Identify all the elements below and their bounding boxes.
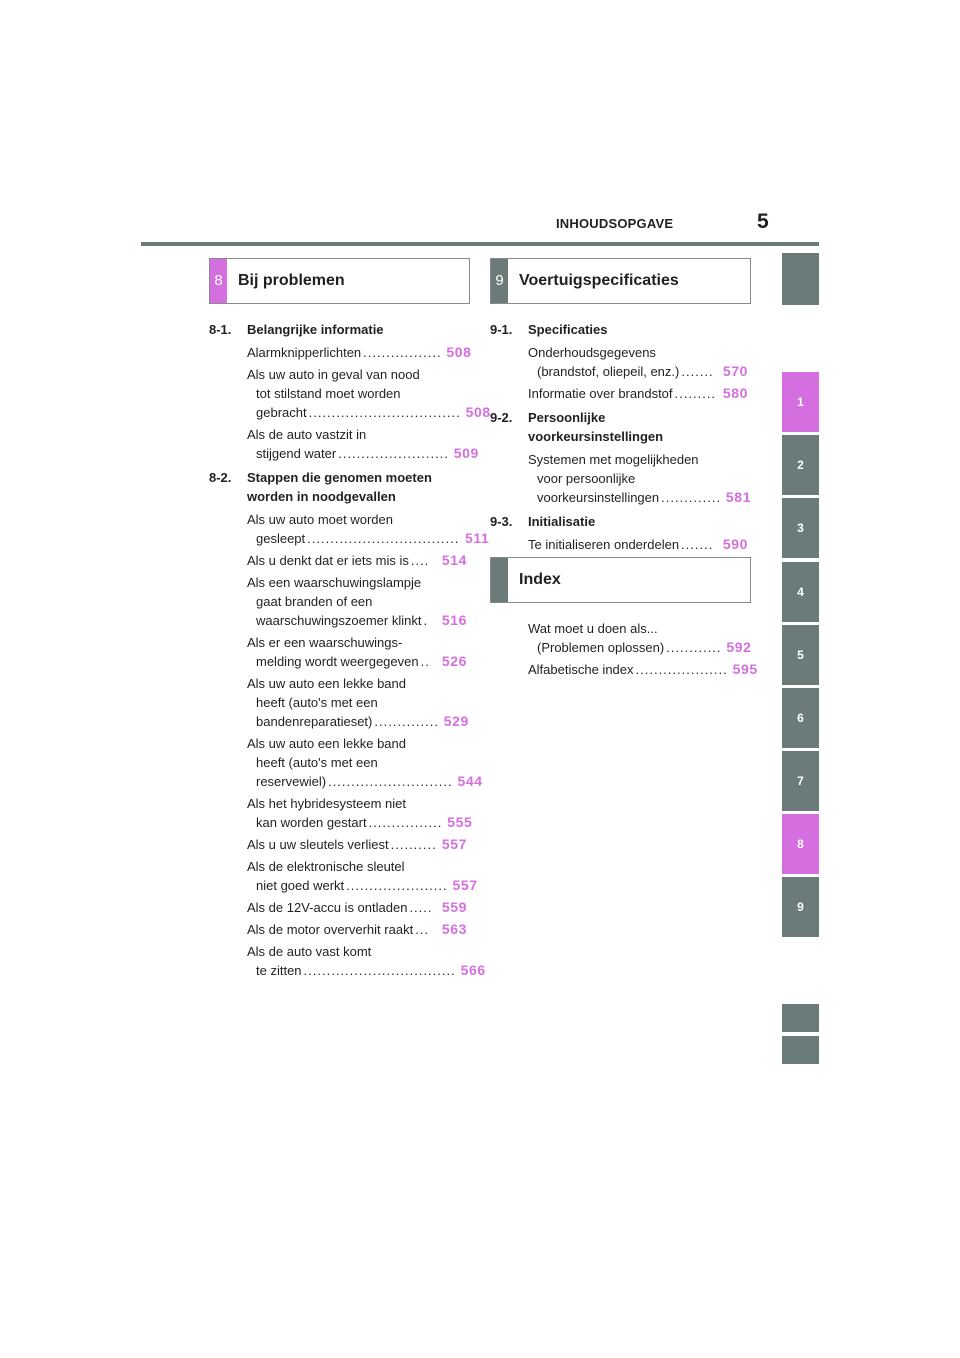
toc-group xyxy=(490,320,748,403)
chapter-tab-8[interactable]: 8 xyxy=(782,814,819,874)
toc-entry-row xyxy=(247,529,490,548)
toc-entry-text: Als de elektronische sleutel xyxy=(247,859,405,874)
page-ref-link[interactable]: 559 xyxy=(441,899,467,915)
dot-leader: .................... xyxy=(635,662,728,677)
toc-group-title-text: Belangrijke informatie xyxy=(247,322,384,337)
page-ref-link[interactable]: 557 xyxy=(452,877,478,893)
toc-entry-text: Onderhoudsgegevens xyxy=(528,345,656,360)
toc-entry-row xyxy=(528,362,748,381)
toc-entry[interactable] xyxy=(209,365,491,422)
toc-entry-row xyxy=(247,551,467,570)
toc-entry-row xyxy=(247,712,467,731)
chapter-tab-9[interactable]: 9 xyxy=(782,877,819,937)
page-ref-link[interactable]: 580 xyxy=(722,385,748,401)
section-8-tab: 8 xyxy=(210,259,227,303)
toc-group-title[interactable] xyxy=(490,408,748,446)
toc-entry-text: (brandstof, oliepeil, enz.) xyxy=(537,364,680,379)
section-9-box xyxy=(490,258,751,304)
toc-entry-text: Alfabetische index xyxy=(528,662,634,677)
toc-entry[interactable] xyxy=(209,573,467,630)
header-title: INHOUDSOPGAVE xyxy=(556,216,674,231)
toc-group-title[interactable] xyxy=(490,512,748,531)
page-ref-link[interactable]: 526 xyxy=(441,653,467,669)
toc-entry-text: voor persoonlijke xyxy=(537,471,636,486)
toc-entry-text: Als het hybridesysteem niet xyxy=(247,796,406,811)
toc-entry[interactable] xyxy=(209,425,479,463)
toc-entry-text: Systemen met mogelijkheden xyxy=(528,452,699,467)
page-ref-link[interactable]: 590 xyxy=(722,536,748,552)
section-9-title: Voertuigspecificaties xyxy=(519,272,679,289)
toc-entry-text: gebracht xyxy=(256,405,307,420)
toc-entry-text: Als de 12V-accu is ontladen xyxy=(247,900,408,915)
toc-entry-text: stijgend water xyxy=(256,446,337,461)
page-ref-link[interactable]: 544 xyxy=(457,773,483,789)
page-ref-link[interactable]: 592 xyxy=(726,639,752,655)
header-rule xyxy=(141,242,819,246)
toc-entry-text: Als uw auto een lekke band xyxy=(247,736,406,751)
toc-entry[interactable] xyxy=(490,450,752,507)
toc-entry-text: Als u uw sleutels verliest xyxy=(247,837,389,852)
toc-entry-text: Als er een waarschuwings- xyxy=(247,635,403,650)
chapter-tab-blank[interactable] xyxy=(782,253,819,305)
toc-entry-text: Als de auto vast komt xyxy=(247,944,372,959)
page-number: 5 xyxy=(757,210,769,233)
dot-leader: ............. xyxy=(661,490,722,505)
section-index-title: Index xyxy=(519,571,561,588)
toc-left-column xyxy=(209,320,491,985)
toc-entry-row xyxy=(247,343,472,362)
section-index-box xyxy=(490,557,751,603)
toc-group-title-text: Stappen die genomen moeten xyxy=(247,470,432,485)
toc-group-title[interactable] xyxy=(490,320,748,339)
toc-group xyxy=(490,512,748,554)
toc-entry-row xyxy=(247,961,486,980)
dot-leader: . xyxy=(423,613,429,628)
toc-entry-text: Als uw auto een lekke band xyxy=(247,676,406,691)
toc-entry[interactable] xyxy=(209,835,467,854)
toc-entry-text: Als uw auto in geval van nood xyxy=(247,367,420,382)
toc-entry[interactable] xyxy=(209,898,467,917)
toc-entry[interactable] xyxy=(209,920,467,939)
toc-entry-text: Als u denkt dat er iets mis is xyxy=(247,553,409,568)
toc-entry-text: heeft (auto's met een xyxy=(256,695,378,710)
toc-group-title-text: Initialisatie xyxy=(528,514,596,529)
page-ref-link[interactable]: 566 xyxy=(460,962,486,978)
dot-leader: ............ xyxy=(666,640,722,655)
toc-entry-text: voorkeursinstellingen xyxy=(537,490,660,505)
page-ref-link[interactable]: 508 xyxy=(465,404,491,420)
dot-leader: ................ xyxy=(368,815,443,830)
toc-entry-row xyxy=(247,772,483,791)
dot-leader: ......... xyxy=(674,386,717,401)
chapter-tab-4[interactable]: 4 xyxy=(782,562,819,622)
dot-leader: .......... xyxy=(390,837,437,852)
toc-entry-text: tot stilstand moet worden xyxy=(256,386,401,401)
toc-entry-text: Wat moet u doen als... xyxy=(528,621,658,636)
toc-group-title-text: worden in noodgevallen xyxy=(247,489,396,504)
toc-entry[interactable] xyxy=(209,857,478,895)
page-ref-link[interactable]: 570 xyxy=(722,363,748,379)
dot-leader: .... xyxy=(410,553,430,568)
toc-entry[interactable] xyxy=(209,734,483,791)
dot-leader: ....... xyxy=(681,364,714,379)
page-ref-link[interactable]: 511 xyxy=(464,530,490,546)
toc-group-number: 8-2. xyxy=(209,470,232,485)
chapter-tab-blank[interactable] xyxy=(782,1036,819,1064)
toc-entry-text: Alarmknipperlichten xyxy=(247,345,362,360)
toc-entry-row xyxy=(528,535,748,554)
page-ref-link[interactable]: 514 xyxy=(441,552,467,568)
section-8-box xyxy=(209,258,470,304)
section-9-tab: 9 xyxy=(491,259,508,303)
toc-group-title-text: Specificaties xyxy=(528,322,608,337)
toc-entry-row xyxy=(528,384,748,403)
toc-entry-text: Te initialiseren onderdelen xyxy=(528,537,680,552)
toc-entry[interactable] xyxy=(209,674,467,731)
page-ref-link[interactable]: 555 xyxy=(447,814,473,830)
page-ref-link[interactable]: 581 xyxy=(725,489,752,505)
toc-group-title-text: Persoonlijke xyxy=(528,410,606,425)
toc-entry-text: gaat branden of een xyxy=(256,594,373,609)
page-ref-link[interactable]: 529 xyxy=(443,713,469,729)
toc-entry-row xyxy=(247,898,467,917)
toc-group xyxy=(490,408,752,507)
toc-entry-row xyxy=(247,835,467,854)
toc-entry[interactable] xyxy=(209,343,472,362)
dot-leader: ...................... xyxy=(346,878,448,893)
toc-entry-row xyxy=(247,611,467,630)
toc-group-title[interactable] xyxy=(209,320,467,339)
chapter-tab-7[interactable]: 7 xyxy=(782,751,819,811)
section-index-tab xyxy=(491,558,508,602)
toc-entry[interactable] xyxy=(490,535,748,554)
page-ref-link[interactable]: 557 xyxy=(441,836,467,852)
toc-group-title-text: voorkeursinstellingen xyxy=(528,429,664,444)
toc-entry-row xyxy=(528,488,752,507)
toc-entry-row xyxy=(528,660,758,679)
chapter-tab-1[interactable]: 1 xyxy=(782,372,819,432)
toc-index-column xyxy=(490,619,758,682)
toc-entry-row xyxy=(247,403,491,422)
toc-entry[interactable] xyxy=(209,551,467,570)
page-ref-link[interactable]: 516 xyxy=(441,612,467,628)
dot-leader: ................................. xyxy=(308,405,461,420)
toc-entry-text: melding wordt weergegeven xyxy=(256,654,419,669)
toc-group-number: 9-1. xyxy=(490,322,513,337)
dot-leader: .. xyxy=(420,654,430,669)
toc-entry-text: niet goed werkt xyxy=(256,878,345,893)
toc-entry-text: Als uw auto moet worden xyxy=(247,512,393,527)
chapter-tab-5[interactable]: 5 xyxy=(782,625,819,685)
toc-entry[interactable] xyxy=(209,794,473,832)
toc-entry-row xyxy=(247,920,467,939)
toc-entry-text: te zitten xyxy=(256,963,302,978)
toc-right-column xyxy=(490,320,752,559)
toc-group-number: 9-2. xyxy=(490,410,513,425)
dot-leader: ... xyxy=(415,922,430,937)
toc-group-title[interactable] xyxy=(209,468,467,506)
toc-entry-row xyxy=(247,876,478,895)
section-8-title: Bij problemen xyxy=(238,272,345,289)
dot-leader: ..... xyxy=(409,900,433,915)
toc-entry-text: kan worden gestart xyxy=(256,815,367,830)
toc-entry-row xyxy=(247,813,473,832)
toc-entry-text: Informatie over brandstof xyxy=(528,386,673,401)
page-ref-link[interactable]: 595 xyxy=(732,661,758,677)
toc-entry-text: bandenreparatieset) xyxy=(256,714,373,729)
chapter-tab-2[interactable]: 2 xyxy=(782,435,819,495)
toc-entry-text: waarschuwingszoemer klinkt xyxy=(256,613,422,628)
toc-entry-row xyxy=(247,444,479,463)
dot-leader: .............. xyxy=(374,714,439,729)
toc-entry-text: gesleept xyxy=(256,531,306,546)
toc-entry[interactable] xyxy=(490,343,748,381)
toc-group-number: 9-3. xyxy=(490,514,513,529)
toc-entry[interactable] xyxy=(209,942,486,980)
toc-entry-text: Als een waarschuwingslampje xyxy=(247,575,422,590)
toc-group xyxy=(209,320,491,463)
dot-leader: ................................. xyxy=(303,963,456,978)
toc-entry[interactable] xyxy=(209,510,490,548)
toc-entry-text: reservewiel) xyxy=(256,774,327,789)
dot-leader: ........................ xyxy=(338,446,449,461)
dot-leader: ................................. xyxy=(307,531,460,546)
dot-leader: ................. xyxy=(363,345,442,360)
toc-entry[interactable] xyxy=(209,633,467,671)
toc-entry[interactable] xyxy=(490,619,752,657)
dot-leader: ........................... xyxy=(328,774,453,789)
toc-entry-row xyxy=(528,638,752,657)
toc-entry-text: Als de motor oververhit raakt xyxy=(247,922,414,937)
dot-leader: ....... xyxy=(681,537,714,552)
chapter-tab-3[interactable]: 3 xyxy=(782,498,819,558)
page-ref-link[interactable]: 509 xyxy=(453,445,479,461)
toc-entry[interactable] xyxy=(490,384,748,403)
toc-entry-text: (Problemen oplossen) xyxy=(537,640,665,655)
toc-entry-text: heeft (auto's met een xyxy=(256,755,378,770)
toc-group-number: 8-1. xyxy=(209,322,232,337)
toc-entry-row xyxy=(247,652,467,671)
toc-entry[interactable] xyxy=(490,660,758,679)
page-ref-link[interactable]: 563 xyxy=(441,921,467,937)
page-ref-link[interactable]: 508 xyxy=(446,344,472,360)
chapter-tab-6[interactable]: 6 xyxy=(782,688,819,748)
toc-entry-text: Als de auto vastzit in xyxy=(247,427,367,442)
toc-group xyxy=(209,468,490,980)
chapter-tab-blank[interactable] xyxy=(782,1004,819,1032)
